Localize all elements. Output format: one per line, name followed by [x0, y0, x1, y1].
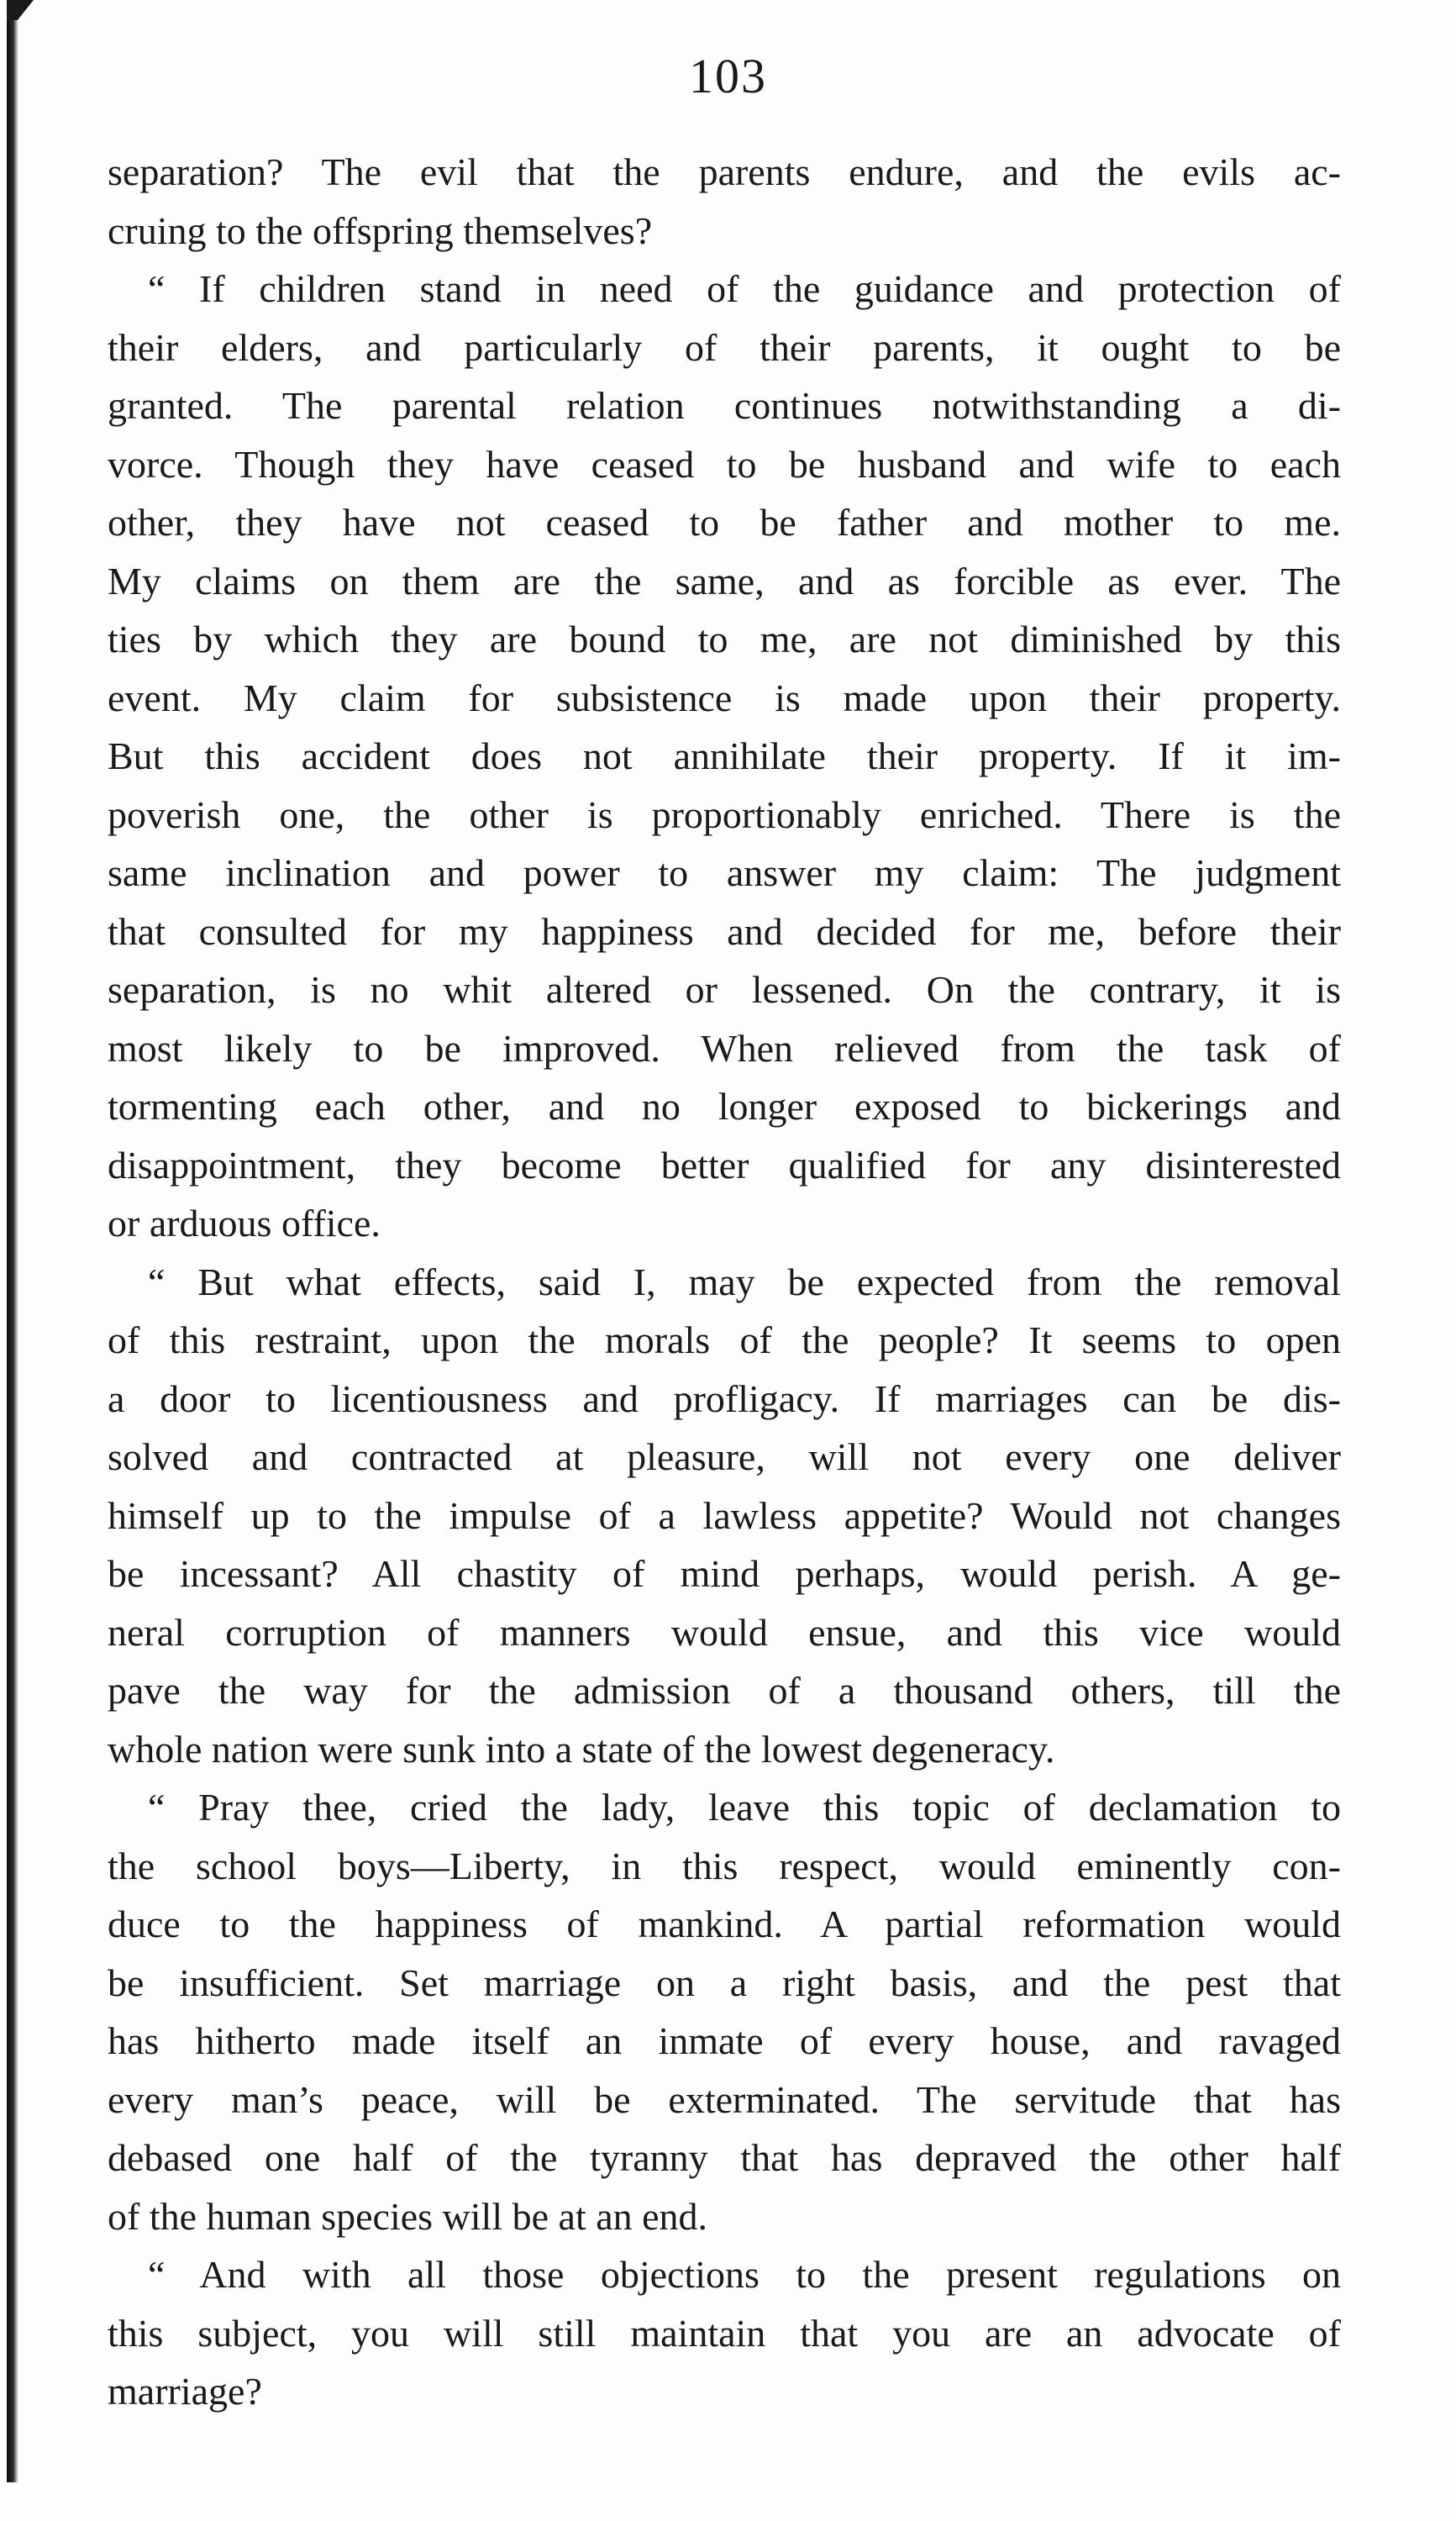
text-line: My claims on them are the same, and as forcible as ever. The	[108, 559, 1341, 603]
binding-edge-shadow	[7, 20, 18, 2482]
text-line: granted. The parental relation continues notwithstanding a di-	[108, 384, 1341, 427]
text-line: tormenting each other, and no longer exposed to bickerings and	[108, 1085, 1341, 1128]
text-line: whole nation were sunk into a state of the lowest degeneracy.	[108, 1727, 1055, 1771]
text-line: of the human species will be at an end.	[108, 2194, 708, 2238]
text-line: vorce. Though they have ceased to be husband and wife to each	[108, 442, 1341, 486]
text-line: every man’s peace, will be exterminated. The servitude that has	[108, 2077, 1341, 2121]
text-line: other, they have not ceased to be father and mother to me.	[108, 501, 1341, 544]
text-line: has hitherto made itself an inmate of every house, and ravaged	[108, 2019, 1341, 2062]
text-line: “ But what effects, said I, may be expected from the removal	[148, 1260, 1341, 1303]
text-line: the school boys—Liberty, in this respect, would eminently con-	[108, 1844, 1341, 1887]
text-line: “ Pray thee, cried the lady, leave this topic of declamation to	[148, 1786, 1341, 1829]
text-line: debased one half of the tyranny that has depraved the other half	[108, 2136, 1341, 2179]
text-line: be incessant? All chastity of mind perhaps, would perish. A ge-	[108, 1552, 1341, 1595]
text-line: disappointment, they become better qualified for any disinterested	[108, 1143, 1341, 1187]
text-line: ties by which they are bound to me, are not diminished by this	[108, 618, 1341, 661]
text-line: separation? The evil that the parents endure, and the evils ac-	[108, 150, 1341, 193]
text-line: himself up to the impulse of a lawless appetite? Would not changes	[108, 1493, 1341, 1537]
text-line: that consulted for my happiness and decided for me, before their	[108, 909, 1341, 953]
text-line: duce to the happiness of mankind. A partial reformation would	[108, 1903, 1341, 1945]
text-line: a door to licentiousness and profligacy. If marriages can be dis-	[108, 1376, 1341, 1420]
text-line: solved and contracted at pleasure, will not every one deliver	[108, 1435, 1341, 1478]
text-line: marriage?	[108, 2370, 262, 2413]
text-line: this subject, you will still maintain that you are an advocate of	[108, 2311, 1341, 2355]
text-line: cruing to the offspring themselves?	[108, 208, 653, 252]
text-line: “ And with all those objections to the present regulations on	[148, 2253, 1341, 2296]
text-line: separation, is no whit altered or lessened. On the contrary, it is	[108, 968, 1341, 1011]
text-line: or arduous office.	[108, 1202, 381, 1245]
text-line: neral corruption of manners would ensue, and this vice would	[108, 1610, 1341, 1654]
text-line: But this accident does not annihilate their property. If it im-	[108, 734, 1341, 777]
text-line: pave the way for the admission of a thousand others, till the	[108, 1669, 1341, 1712]
text-line: their elders, and particularly of their parents, it ought to be	[108, 325, 1341, 369]
text-line: poverish one, the other is proportionably enriched. There is the	[108, 792, 1341, 836]
text-line: event. My claim for subsistence is made upon their property.	[108, 676, 1341, 719]
text-line: same inclination and power to answer my claim: The judgment	[108, 851, 1341, 894]
text-line: be insufficient. Set marriage on a right basis, and the pest that	[108, 1960, 1341, 2004]
text-line: most likely to be improved. When relieved from the task of	[108, 1026, 1341, 1070]
body-text	[108, 143, 1341, 2421]
text-line: of this restraint, upon the morals of the people? It seems to open	[108, 1318, 1341, 1361]
page-number: 103	[689, 49, 767, 103]
text-line: “ If children stand in need of the guidance and protection of	[148, 267, 1341, 310]
